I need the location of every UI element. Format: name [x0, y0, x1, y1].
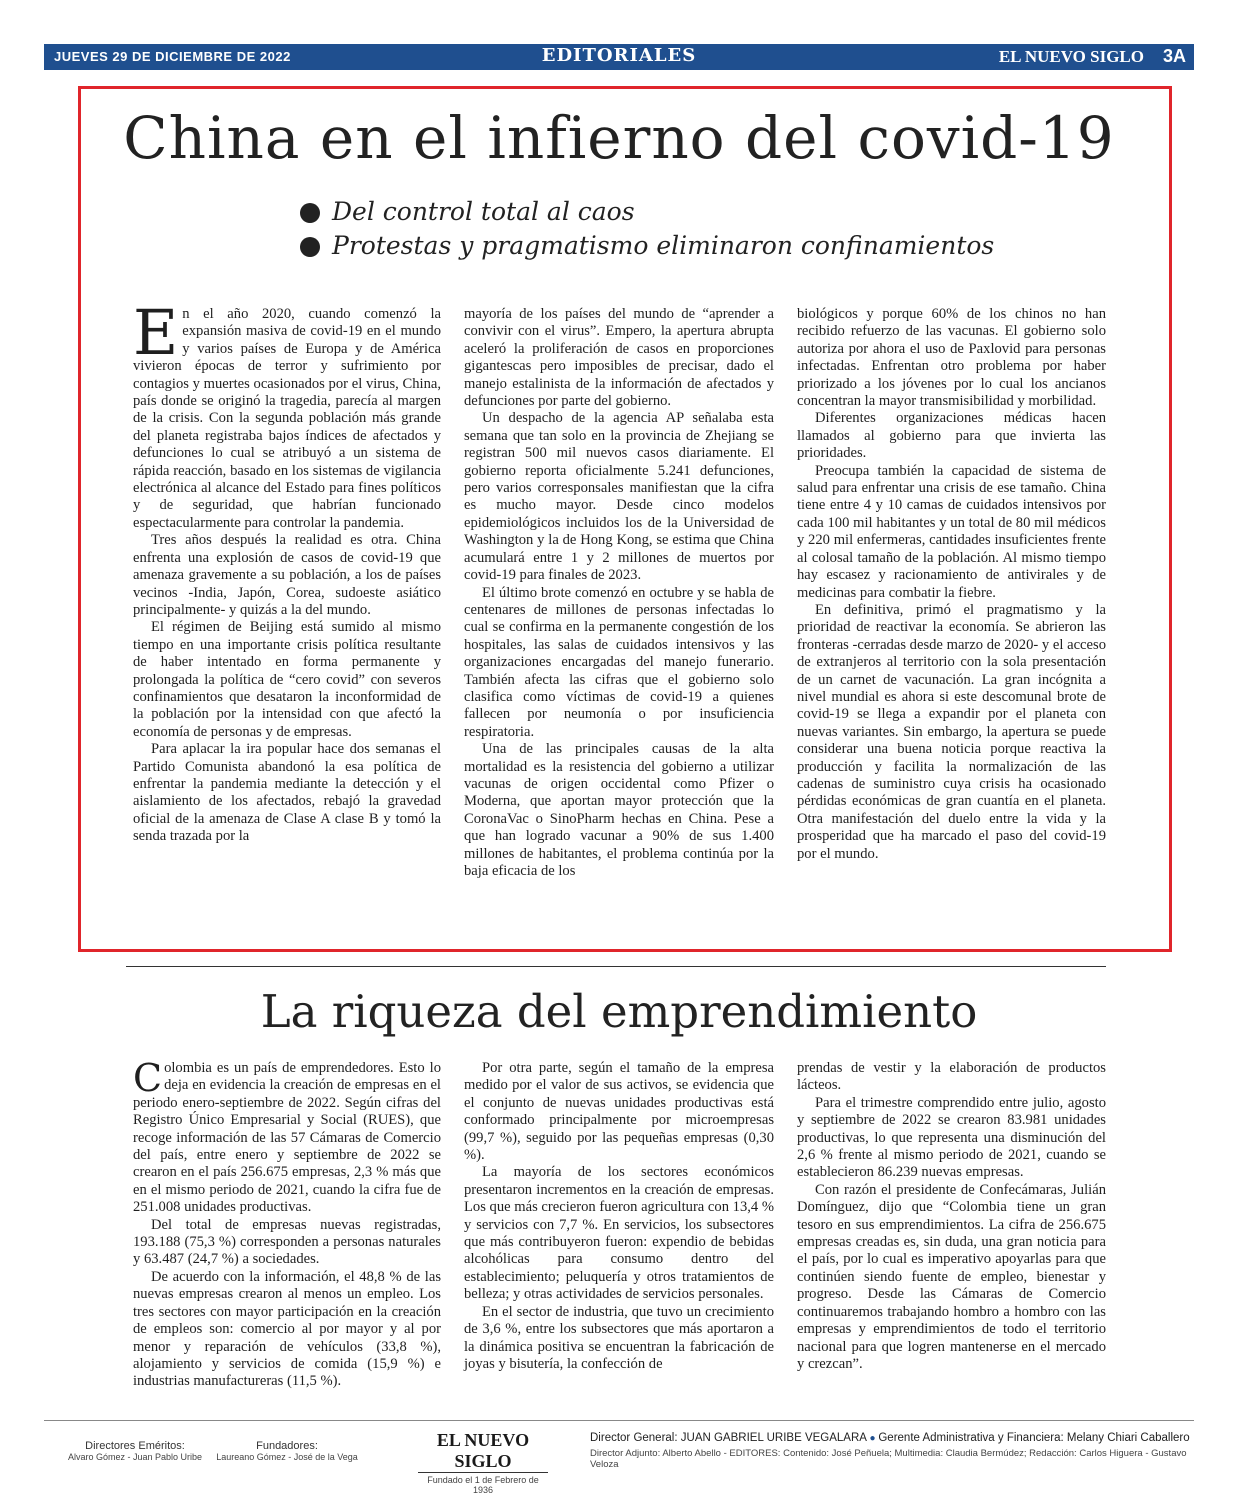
drop-cap: E [133, 296, 179, 369]
bullet-icon [300, 203, 320, 223]
paragraph: En el sector de industria, que tuvo un crecimiento de 3,6 %, entre los subsectores que más aportaron a la dinámica positiva se encuentran la fabricación de joyas y bisutería, la confección de [464, 1303, 774, 1372]
paragraph: Una de las principales causas de la alta mortalidad es la resistencia del gobierno a utilizar vacunas de origen occidental como Pfizer o Moderna, que aportan mayor protección que la CoronaVac o SinoPharm hechas en China. Pese a que han logrado vacunar a 90% de sus 1.400 millones de habitantes, el problema continúa por la baja eficacia de los [464, 741, 774, 879]
director-name: JUAN GABRIEL URIBE VEGALARA [680, 1432, 867, 1444]
paragraph: En definitiva, primó el pragmatismo y la prioridad de reactivar la economía. Se abrieron las fronteras -cerradas desde marzo de 2020- y el acceso de extranjeros al territorio con la sola presentación de un carnet de vacunación. La gran incógnita a nivel mundial es ahora si este descomunal brote de covid-19 se llega a expandir por el planeta con nuevas variantes. Sin embargo, la apertura se puede considerar una buena noticia porque reactiva la producción y facilita la normalización de las cadenas de suministro cuya crisis ha ocasionado pérdidas económicas de gran cuantía en el planeta. Otra manifestación del duelo entre la vida y la prosperidad que ha marcado el paso del covid-19 por el mundo. [797, 601, 1106, 862]
emeritus-label: Directores Eméritos: [85, 1440, 185, 1452]
paragraph: Para el trimestre comprendido entre julio, agosto y septiembre de 2022 se crearon 83.981 unidades productivas, lo que representa una disminución del 2,6 % frente al mismo periodo de 2021, cuando se establecieron 86.239 nuevas empresas. [797, 1094, 1106, 1181]
footer-founders [212, 1440, 362, 1462]
director-line: Director General: JUAN GABRIEL URIBE VEGALARA ● Gerente Administrativa y Financiera: Melany Chiari Caballero [590, 1432, 1190, 1444]
paragraph: Diferentes organizaciones médicas hacen llamados al gobierno para que invierta las prioridades. [797, 410, 1106, 462]
manager-name: Melany Chiari Caballero [1066, 1432, 1190, 1444]
editorial-1-subheads [300, 196, 994, 264]
editorial-1-column-3 [797, 306, 1106, 863]
paragraph: En el año 2020, cuando comenzó la expansión masiva de covid-19 en el mundo y varios países de Europa y de América vivieron épocas de terror y sufrimiento por contagios y muertes ocasionados por el virus, China, país donde se originó la tragedia, parecía al margen de la crisis. Con la segunda población más grande del planeta registraba bajos índices de afectados y defunciones lo cual se atribuyó a un sistema de rápida reacción, basado en los sistemas de vigilancia electrónica al alcance del Estado para fines políticos y de seguridad, que habrían funcionado espectacularmente para controlar la pandemia. [133, 296, 441, 531]
editorial-2-column-3 [797, 1060, 1106, 1373]
drop-cap: C [133, 1056, 163, 1100]
newspaper-brand: EL NUEVO SIGLO [998, 47, 1144, 66]
paragraph: mayoría de los países del mundo de “aprender a convivir con el virus”. Empero, la apertura abrupta aceleró la proliferación de casos en proporciones gigantescas pero imposibles de precisar, dado el manejo estalinista de la información de afectados y defunciones por parte del gobierno. [464, 306, 774, 410]
editorial-1-column-1 [133, 296, 441, 846]
page-header-bar [44, 44, 1194, 70]
paragraph: Por otra parte, según el tamaño de la empresa medido por el valor de sus activos, se evidencia que el conjunto de nuevas unidades productivas está conformado principalmente por microempresas (99,7 %), seguido por las pequeñas empresas (0,30 %). [464, 1060, 774, 1164]
paragraph: prendas de vestir y la elaboración de productos lácteos. [797, 1060, 1106, 1094]
subhead-item: Protestas y pragmatismo eliminaron confinamientos [300, 230, 994, 264]
issue-date: JUEVES 29 DE DICIEMBRE DE 2022 [54, 49, 291, 64]
founders-label: Fundadores: [256, 1440, 318, 1452]
paragraph: Con razón el presidente de Confecámaras, Julián Domínguez, dijo que “Colombia tiene un gran tesoro en sus emprendimientos. La cifra de 256.675 empresas creadas es, sin duda, una gran noticia para el país, por lo cual es imperativo apoyarlas para que continúen siendo fuente de empleo, bienestar y progreso. Desde las Cámaras de Comercio continuaremos trabajando hombro a hombro con las empresas y emprendimientos de todo el territorio nacional para que logren mantenerse en el mercado y crezcan”. [797, 1181, 1106, 1372]
editorial-1-column-2 [464, 306, 774, 880]
paragraph: El régimen de Beijing está sumido al mismo tiempo en una importante crisis política resultante de haber intentado en forma permanente y prolongada la política de “cero covid” con severos confinamientos que desataron la inconformidad de la población por la intensidad con que afectó la economía de personas y de empresas. [133, 619, 441, 740]
staff-line: Director Adjunto: Alberto Abello - EDITORES: Contenido: José Peñuela; Multimedia: Claudia Bermúdez; Redacción: Carlos Higuera - Gustavo Veloza [590, 1448, 1187, 1470]
paragraph: Para aplacar la ira popular hace dos semanas el Partido Comunista abandonó la esa política de enfrentar la pandemia mediante la detección y el aislamiento de los afectados, rebajó la gravedad oficial de la amenaza de Clase A clase B y tomó la senda trazada por la [133, 741, 441, 845]
footer-logo [418, 1430, 548, 1495]
bullet-icon [300, 237, 320, 257]
paragraph: biológicos y porque 60% de los chinos no han recibido refuerzo de las vacunas. El gobierno solo autoriza por ahora el uso de Paxlovid para personas infectadas. Enfrentan otro problema por haber priorizado a los jóvenes por lo cual los ancianos concentran la mayor transmisibilidad y morbilidad. [797, 306, 1106, 410]
separator-dot-icon: ● [869, 1433, 879, 1444]
founded-date: Fundado el 1 de Febrero de 1936 [427, 1475, 539, 1495]
paragraph: De acuerdo con la información, el 48,8 % de las nuevas empresas crearon al menos un empleo. Los tres sectores con mayor participación en la creación de empleos son: comercio al por mayor y al por menor y reparación de vehículos (33,8 %), alojamiento y servicios de comida (15,9 %) e industrias manufactureras (11,5 %). [133, 1268, 441, 1390]
paragraph: Del total de empresas nuevas registradas, 193.188 (75,3 %) corresponden a personas naturales y 63.487 (24,7 %) a sociedades. [133, 1216, 441, 1268]
emeritus-names: Alvaro Gómez - Juan Pablo Uribe [67, 1452, 203, 1462]
paragraph: Colombia es un país de emprendedores. Esto lo deja en evidencia la creación de empresas en el periodo enero-septiembre de 2022. Según cifras del Registro Único Empresarial y Social (RUES), que recoge información de las 57 Cámaras de Comercio del país, entre enero y septiembre de 2022 se crearon en el país 256.675 empresas, 2,3 % más que en el mismo periodo de 2021, cuando la cifra fue de 251.008 unidades productivas. [133, 1056, 441, 1216]
editorial-2-column-2 [464, 1060, 774, 1373]
newspaper-logo: EL NUEVO SIGLO [418, 1430, 548, 1473]
section-title: EDITORIALES [541, 45, 697, 66]
editorial-2-column-1 [133, 1056, 441, 1391]
paragraph: La mayoría de los sectores económicos presentaron incrementos en la creación de empresas. Los que más crecieron fueron agricultura con 13,4 % y servicios con 7,7 %. En servicios, los subsectores que más contribuyeron fueron: expendio de bebidas alcohólicas para consumo dentro del establecimiento; peluquería y otros tratamientos de belleza; y otras actividades de servicios personales. [464, 1164, 774, 1303]
paragraph: Preocupa también la capacidad de sistema de salud para enfrentar una crisis de ese tamaño. China tiene entre 4 y 10 camas de cuidados intensivos por cada 100 mil habitantes y un total de 80 mil médicos y 220 mil enfermeras, cantidades insuficientes frente al colosal tamaño de la población. Al mismo tiempo hay escasez y racionamiento de antivirales y de medicinas para combatir la fiebre. [797, 462, 1106, 601]
page-number: 3A [1162, 46, 1186, 66]
paragraph: Un despacho de la agencia AP señalaba esta semana que tan solo en la provincia de Zhejiang se registran 500 mil nuevos casos diariamente. El gobierno reporta oficialmente 5.241 defunciones, pero varios corresponsales manifiestan que la cifra es mucho mayor. Desde cinco modelos epidemiológicos incluidos los de la Universidad de Washington y la de Hong Kong, se estima que China acumulará entre 1 y 2 millones de muertos por covid-19 para finales de 2023. [464, 410, 774, 584]
footer-emeritus [60, 1440, 210, 1462]
founders-names: Laureano Gómez - José de la Vega [216, 1452, 358, 1462]
paragraph: Tres años después la realidad es otra. China enfrenta una explosión de casos de covid-19 que amenaza gravemente a su población, a los de países vecinos -India, Japón, Corea, sudoeste asiático principalmente- y quizás a la del mundo. [133, 532, 441, 618]
editorial-1-title: China en el infierno del covid-19 [123, 104, 1115, 172]
section-divider [126, 966, 1106, 967]
subhead-item: Del control total al caos [300, 196, 994, 230]
editorial-2-title: La riqueza del emprendimiento [260, 985, 978, 1038]
paragraph: El último brote comenzó en octubre y se habla de centenares de millones de personas infectadas lo cual se confirma en la permanente congestión de los hospitales, las salas de cuidados intensivos y las organizaciones encargadas del manejo funerario. También afecta las cifras que el gobierno solo clasifica como víctimas de covid-19 a quienes fallecen por neumonía o por insuficiencia respiratoria. [464, 584, 774, 740]
footer-divider [44, 1420, 1194, 1421]
footer-staff [590, 1432, 1190, 1470]
